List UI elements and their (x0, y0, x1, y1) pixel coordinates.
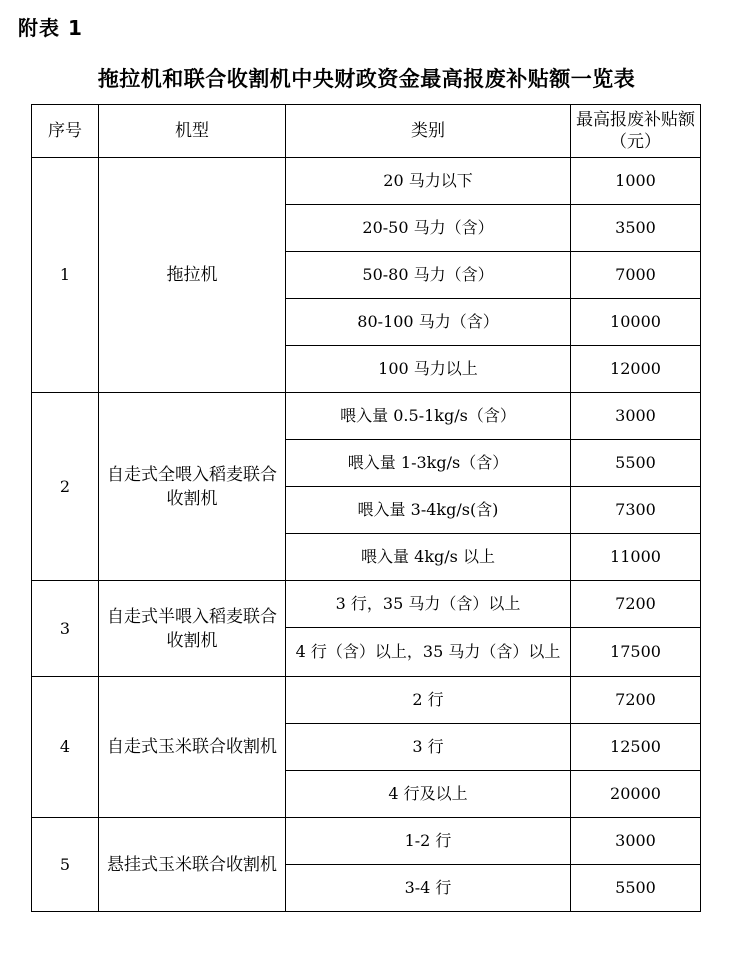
table-row (32, 158, 701, 205)
amount-cell: 3500 (571, 205, 701, 252)
amount-cell: 10000 (571, 299, 701, 346)
header-category: 类别 (286, 105, 571, 158)
amount-cell: 5500 (571, 440, 701, 487)
appendix-label: 附表 1 (18, 16, 83, 40)
machine-type: 自走式全喂入稻麦联合收割机 (99, 393, 286, 581)
subsidy-table (31, 104, 701, 912)
machine-type: 悬挂式玉米联合收割机 (99, 818, 286, 912)
table-row (32, 581, 701, 628)
category-cell: 喂入量 0.5-1kg/s（含） (286, 393, 571, 440)
category-cell: 3-4 行 (286, 865, 571, 912)
header-no: 序号 (32, 105, 99, 158)
amount-cell: 3000 (571, 818, 701, 865)
category-cell: 喂入量 4kg/s 以上 (286, 534, 571, 581)
category-cell: 20 马力以下 (286, 158, 571, 205)
table-row (32, 393, 701, 440)
amount-cell: 7000 (571, 252, 701, 299)
amount-cell: 12000 (571, 346, 701, 393)
category-cell: 100 马力以上 (286, 346, 571, 393)
machine-type: 拖拉机 (99, 158, 286, 393)
amount-cell: 1000 (571, 158, 701, 205)
amount-cell: 7300 (571, 487, 701, 534)
amount-cell: 7200 (571, 581, 701, 628)
amount-cell: 7200 (571, 677, 701, 724)
category-cell: 50-80 马力（含） (286, 252, 571, 299)
amount-cell: 12500 (571, 724, 701, 771)
amount-cell: 17500 (571, 628, 701, 677)
header-amount: 最高报废补贴额（元） (571, 105, 701, 158)
category-cell: 4 行及以上 (286, 771, 571, 818)
category-cell: 2 行 (286, 677, 571, 724)
header-machine-type: 机型 (99, 105, 286, 158)
amount-cell: 3000 (571, 393, 701, 440)
category-cell: 4 行（含）以上，35 马力（含）以上 (286, 628, 571, 677)
page-title: 拖拉机和联合收割机中央财政资金最高报废补贴额一览表 (97, 67, 636, 91)
table-header-row (32, 105, 701, 158)
amount-cell: 5500 (571, 865, 701, 912)
category-cell: 3 行 (286, 724, 571, 771)
row-number: 1 (32, 158, 99, 393)
row-number: 5 (32, 818, 99, 912)
row-number: 4 (32, 677, 99, 818)
machine-type: 自走式半喂入稻麦联合收割机 (99, 581, 286, 677)
category-cell: 20-50 马力（含） (286, 205, 571, 252)
row-number: 3 (32, 581, 99, 677)
category-cell: 80-100 马力（含） (286, 299, 571, 346)
amount-cell: 20000 (571, 771, 701, 818)
table-row (32, 677, 701, 724)
category-cell: 3 行，35 马力（含）以上 (286, 581, 571, 628)
table-row (32, 818, 701, 865)
amount-cell: 11000 (571, 534, 701, 581)
category-cell: 喂入量 3-4kg/s(含) (286, 487, 571, 534)
machine-type: 自走式玉米联合收割机 (99, 677, 286, 818)
row-number: 2 (32, 393, 99, 581)
category-cell: 喂入量 1-3kg/s（含） (286, 440, 571, 487)
category-cell: 1-2 行 (286, 818, 571, 865)
